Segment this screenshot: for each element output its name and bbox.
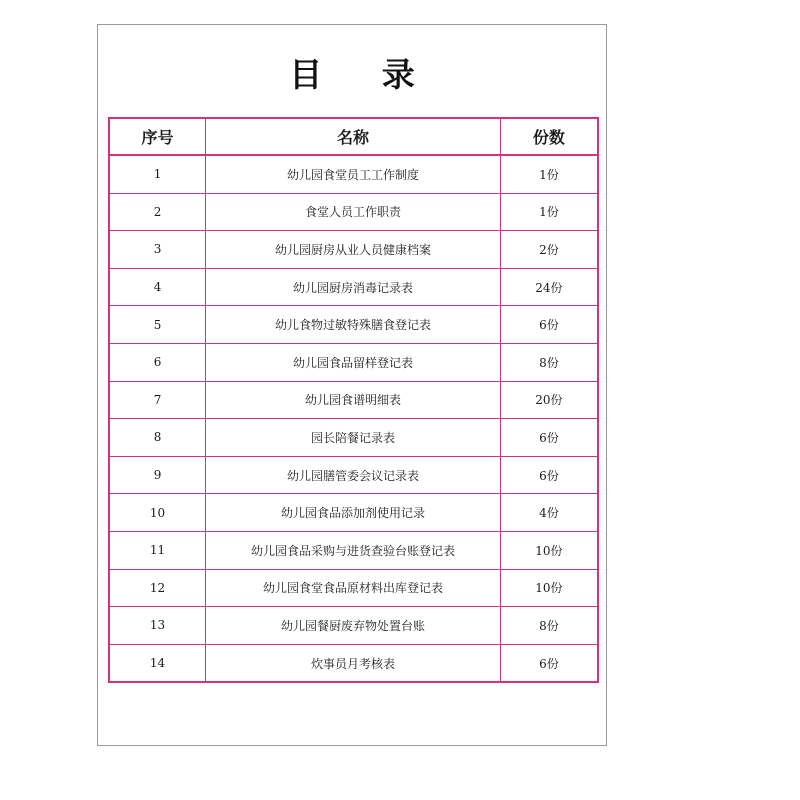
row-name: 幼儿园食谱明细表	[206, 381, 501, 419]
contents-table	[108, 117, 599, 683]
row-count: 4份	[500, 494, 598, 532]
row-count: 6份	[500, 306, 598, 344]
row-name: 食堂人员工作职责	[206, 193, 501, 231]
table-row	[109, 531, 598, 569]
row-name: 幼儿园食品留样登记表	[206, 343, 501, 381]
row-number: 4	[109, 268, 206, 306]
table-row	[109, 456, 598, 494]
table-row	[109, 193, 598, 231]
row-name: 幼儿园餐厨废弃物处置台账	[206, 607, 501, 645]
row-number: 12	[109, 569, 206, 607]
row-number: 5	[109, 306, 206, 344]
row-number: 7	[109, 381, 206, 419]
row-count: 10份	[500, 531, 598, 569]
row-number: 8	[109, 419, 206, 457]
header-number: 序号	[109, 118, 206, 155]
row-count: 20份	[500, 381, 598, 419]
row-count: 6份	[500, 644, 598, 682]
row-count: 6份	[500, 456, 598, 494]
row-number: 10	[109, 494, 206, 532]
document-page	[97, 24, 607, 746]
row-number: 1	[109, 155, 206, 193]
row-name: 幼儿园食品添加剂使用记录	[206, 494, 501, 532]
row-count: 1份	[500, 193, 598, 231]
table-row	[109, 569, 598, 607]
row-count: 24份	[500, 268, 598, 306]
table-row	[109, 343, 598, 381]
header-name: 名称	[206, 118, 501, 155]
table-row	[109, 607, 598, 645]
table-row	[109, 268, 598, 306]
row-number: 14	[109, 644, 206, 682]
row-name: 幼儿园食品采购与进货查验台账登记表	[206, 531, 501, 569]
header-count: 份数	[500, 118, 598, 155]
table-header-row	[109, 118, 598, 155]
table-row	[109, 381, 598, 419]
table-row	[109, 419, 598, 457]
table-row	[109, 644, 598, 682]
table-row	[109, 155, 598, 193]
row-number: 9	[109, 456, 206, 494]
row-number: 3	[109, 231, 206, 269]
row-name: 幼儿食物过敏特殊膳食登记表	[206, 306, 501, 344]
table-row	[109, 494, 598, 532]
row-name: 园长陪餐记录表	[206, 419, 501, 457]
row-count: 8份	[500, 607, 598, 645]
row-count: 6份	[500, 419, 598, 457]
row-name: 幼儿园厨房从业人员健康档案	[206, 231, 501, 269]
page-title: 目 录	[289, 55, 439, 94]
row-count: 1份	[500, 155, 598, 193]
row-name: 幼儿园食堂食品原材料出库登记表	[206, 569, 501, 607]
row-number: 13	[109, 607, 206, 645]
row-name: 幼儿园食堂员工工作制度	[206, 155, 501, 193]
row-name: 炊事员月考核表	[206, 644, 501, 682]
row-name: 幼儿园厨房消毒记录表	[206, 268, 501, 306]
row-number: 2	[109, 193, 206, 231]
row-count: 2份	[500, 231, 598, 269]
row-number: 6	[109, 343, 206, 381]
row-count: 10份	[500, 569, 598, 607]
row-number: 11	[109, 531, 206, 569]
row-name: 幼儿园膳管委会议记录表	[206, 456, 501, 494]
table-row	[109, 231, 598, 269]
row-count: 8份	[500, 343, 598, 381]
table-row	[109, 306, 598, 344]
